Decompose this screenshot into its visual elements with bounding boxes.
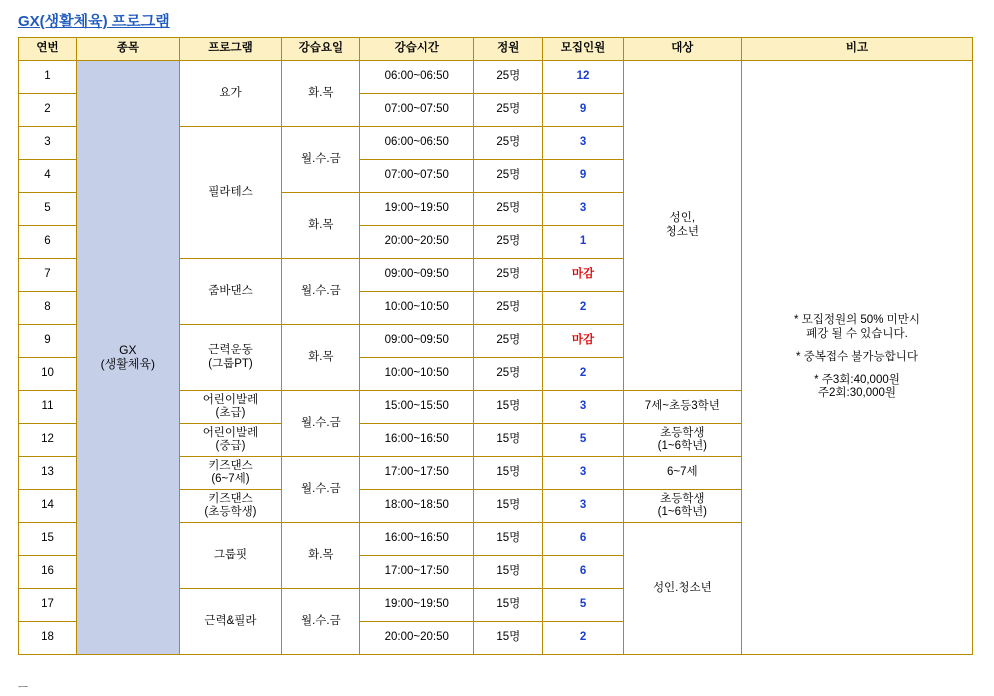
cell-capacity: 25명 bbox=[474, 193, 543, 226]
cell-index: 3 bbox=[19, 127, 77, 160]
cell-enrollment: 3 bbox=[543, 457, 623, 490]
cell-target bbox=[623, 424, 741, 457]
cell-time: 18:00~18:50 bbox=[360, 490, 474, 523]
cell-enrollment: 3 bbox=[543, 193, 623, 226]
cell-program bbox=[179, 424, 282, 457]
program-line-1: 어린이발레 bbox=[202, 393, 259, 406]
cell-capacity: 15명 bbox=[474, 424, 543, 457]
cell-enrollment: 3 bbox=[543, 127, 623, 160]
target-line-1: 초등학생 bbox=[660, 492, 705, 505]
cell-target: 7세~초등3학년 bbox=[623, 391, 741, 424]
cell-subject bbox=[77, 61, 180, 655]
cell-program: 줌바댄스 bbox=[179, 259, 282, 325]
cell-index: 1 bbox=[19, 61, 77, 94]
cell-enrollment: 12 bbox=[543, 61, 623, 94]
cell-target bbox=[623, 61, 741, 391]
cell-program bbox=[179, 457, 282, 490]
cell-capacity: 15명 bbox=[474, 523, 543, 556]
cell-index: 10 bbox=[19, 358, 77, 391]
cell-enrollment: 6 bbox=[543, 556, 623, 589]
cell-enrollment: 2 bbox=[543, 292, 623, 325]
cell-index: 9 bbox=[19, 325, 77, 358]
cell-index: 6 bbox=[19, 226, 77, 259]
cell-program: 근력&필라 bbox=[179, 589, 282, 655]
cell-enrollment: 3 bbox=[543, 391, 623, 424]
header-capacity: 정원 bbox=[474, 38, 543, 61]
table-row bbox=[19, 61, 973, 94]
cell-days: 화.목 bbox=[282, 193, 360, 259]
cell-target: 6~7세 bbox=[623, 457, 741, 490]
cell-capacity: 25명 bbox=[474, 226, 543, 259]
cell-time: 09:00~09:50 bbox=[360, 259, 474, 292]
header-index: 연번 bbox=[19, 38, 77, 61]
cell-index: 11 bbox=[19, 391, 77, 424]
cell-index: 4 bbox=[19, 160, 77, 193]
cell-index: 13 bbox=[19, 457, 77, 490]
cell-time: 07:00~07:50 bbox=[360, 94, 474, 127]
subject-line-2: (생활체육) bbox=[100, 356, 156, 371]
gx-program-table bbox=[18, 37, 973, 655]
note-line-4: * 주3회:40,000원 bbox=[814, 374, 900, 387]
note-line-1: * 모집정원의 50% 미만시 bbox=[794, 314, 920, 327]
target-line-2: (1~6학년) bbox=[657, 506, 708, 518]
cell-time: 19:00~19:50 bbox=[360, 193, 474, 226]
cell-time: 17:00~17:50 bbox=[360, 556, 474, 589]
cell-days: 월.수.금 bbox=[282, 589, 360, 655]
cell-capacity: 15명 bbox=[474, 556, 543, 589]
program-line-1: 키즈댄스 bbox=[208, 459, 253, 472]
header-target: 대상 bbox=[623, 38, 741, 61]
cell-time: 06:00~06:50 bbox=[360, 127, 474, 160]
cell-target: 성인.청소년 bbox=[623, 523, 741, 655]
cell-days: 화.목 bbox=[282, 61, 360, 127]
cell-time: 19:00~19:50 bbox=[360, 589, 474, 622]
cell-days: 화.목 bbox=[282, 325, 360, 391]
cell-capacity: 25명 bbox=[474, 61, 543, 94]
program-line-1: 근력운동 bbox=[208, 344, 253, 357]
program-line-2: (그룹PT) bbox=[208, 357, 253, 370]
table-header-row bbox=[19, 38, 973, 61]
program-line-2: (초급) bbox=[215, 407, 246, 419]
note-spacer-2 bbox=[744, 364, 970, 374]
cell-program: 그룹핏 bbox=[179, 523, 282, 589]
program-line-2: (초등학생) bbox=[204, 506, 257, 518]
header-note: 비고 bbox=[741, 38, 972, 61]
cell-program bbox=[179, 391, 282, 424]
target-line-1: 초등학생 bbox=[660, 426, 705, 439]
cell-capacity: 25명 bbox=[474, 358, 543, 391]
cell-note bbox=[741, 61, 972, 655]
cell-days: 화.목 bbox=[282, 523, 360, 589]
cell-index: 16 bbox=[19, 556, 77, 589]
program-line-2: (중급) bbox=[215, 440, 246, 452]
note-line-5: 주2회:30,000원 bbox=[817, 387, 897, 400]
cell-time: 06:00~06:50 bbox=[360, 61, 474, 94]
target-line-2: (1~6학년) bbox=[657, 440, 708, 452]
cell-time: 09:00~09:50 bbox=[360, 325, 474, 358]
cell-days: 월.수.금 bbox=[282, 259, 360, 325]
cell-program bbox=[179, 490, 282, 523]
cell-time: 16:00~16:50 bbox=[360, 523, 474, 556]
cell-capacity: 15명 bbox=[474, 490, 543, 523]
cell-capacity: 25명 bbox=[474, 94, 543, 127]
cell-time: 15:00~15:50 bbox=[360, 391, 474, 424]
cell-enrollment: 마감 bbox=[543, 325, 623, 358]
note-line-3: * 중복접수 불가능합니다 bbox=[795, 350, 918, 363]
cell-index: 14 bbox=[19, 490, 77, 523]
header-enrollment: 모집인원 bbox=[543, 38, 623, 61]
program-line-1: 어린이발레 bbox=[202, 426, 259, 439]
cell-index: 2 bbox=[19, 94, 77, 127]
cell-time: 10:00~10:50 bbox=[360, 292, 474, 325]
cell-capacity: 25명 bbox=[474, 259, 543, 292]
cell-capacity: 25명 bbox=[474, 127, 543, 160]
cell-capacity: 25명 bbox=[474, 160, 543, 193]
target-line-2: 청소년 bbox=[665, 225, 699, 238]
header-program: 프로그램 bbox=[179, 38, 282, 61]
header-days: 강습요일 bbox=[282, 38, 360, 61]
cell-program bbox=[179, 325, 282, 391]
cell-program: 필라테스 bbox=[179, 127, 282, 259]
page-title: GX(생활체육) 프로그램 bbox=[18, 13, 170, 30]
cell-index: 5 bbox=[19, 193, 77, 226]
cell-enrollment: 3 bbox=[543, 490, 623, 523]
cell-program: 요가 bbox=[179, 61, 282, 127]
cell-time: 10:00~10:50 bbox=[360, 358, 474, 391]
cell-capacity: 25명 bbox=[474, 292, 543, 325]
cell-index: 12 bbox=[19, 424, 77, 457]
cell-days: 월.수.금 bbox=[282, 391, 360, 457]
cell-target bbox=[623, 490, 741, 523]
cell-index: 17 bbox=[19, 589, 77, 622]
cell-capacity: 15명 bbox=[474, 589, 543, 622]
cell-enrollment: 9 bbox=[543, 94, 623, 127]
cell-enrollment: 5 bbox=[543, 424, 623, 457]
cell-enrollment: 9 bbox=[543, 160, 623, 193]
target-line-1: 성인, bbox=[669, 212, 696, 225]
cell-index: 8 bbox=[19, 292, 77, 325]
cell-index: 18 bbox=[19, 622, 77, 655]
program-line-1: 키즈댄스 bbox=[208, 492, 253, 505]
cell-index: 7 bbox=[19, 259, 77, 292]
cell-index: 15 bbox=[19, 523, 77, 556]
cell-enrollment: 2 bbox=[543, 358, 623, 391]
cell-capacity: 15명 bbox=[474, 622, 543, 655]
header-subject: 종목 bbox=[77, 38, 180, 61]
cell-capacity: 15명 bbox=[474, 457, 543, 490]
cell-time: 20:00~20:50 bbox=[360, 226, 474, 259]
header-time: 강습시간 bbox=[360, 38, 474, 61]
cell-enrollment: 6 bbox=[543, 523, 623, 556]
program-line-2: (6~7세) bbox=[211, 473, 250, 485]
cell-capacity: 15명 bbox=[474, 391, 543, 424]
cell-time: 07:00~07:50 bbox=[360, 160, 474, 193]
cell-days: 월.수.금 bbox=[282, 127, 360, 193]
cell-capacity: 25명 bbox=[474, 325, 543, 358]
cell-time: 20:00~20:50 bbox=[360, 622, 474, 655]
subject-line-1: GX bbox=[119, 342, 137, 357]
cell-enrollment: 1 bbox=[543, 226, 623, 259]
cell-time: 17:00~17:50 bbox=[360, 457, 474, 490]
cell-enrollment: 2 bbox=[543, 622, 623, 655]
cell-time: 16:00~16:50 bbox=[360, 424, 474, 457]
cell-enrollment: 5 bbox=[543, 589, 623, 622]
cell-enrollment: 마감 bbox=[543, 259, 623, 292]
cell-days: 월.수.금 bbox=[282, 457, 360, 523]
footer-mark: ㅡ bbox=[18, 683, 28, 694]
note-line-2: 폐강 될 수 있습니다. bbox=[806, 327, 908, 340]
note-spacer-1 bbox=[744, 341, 970, 351]
